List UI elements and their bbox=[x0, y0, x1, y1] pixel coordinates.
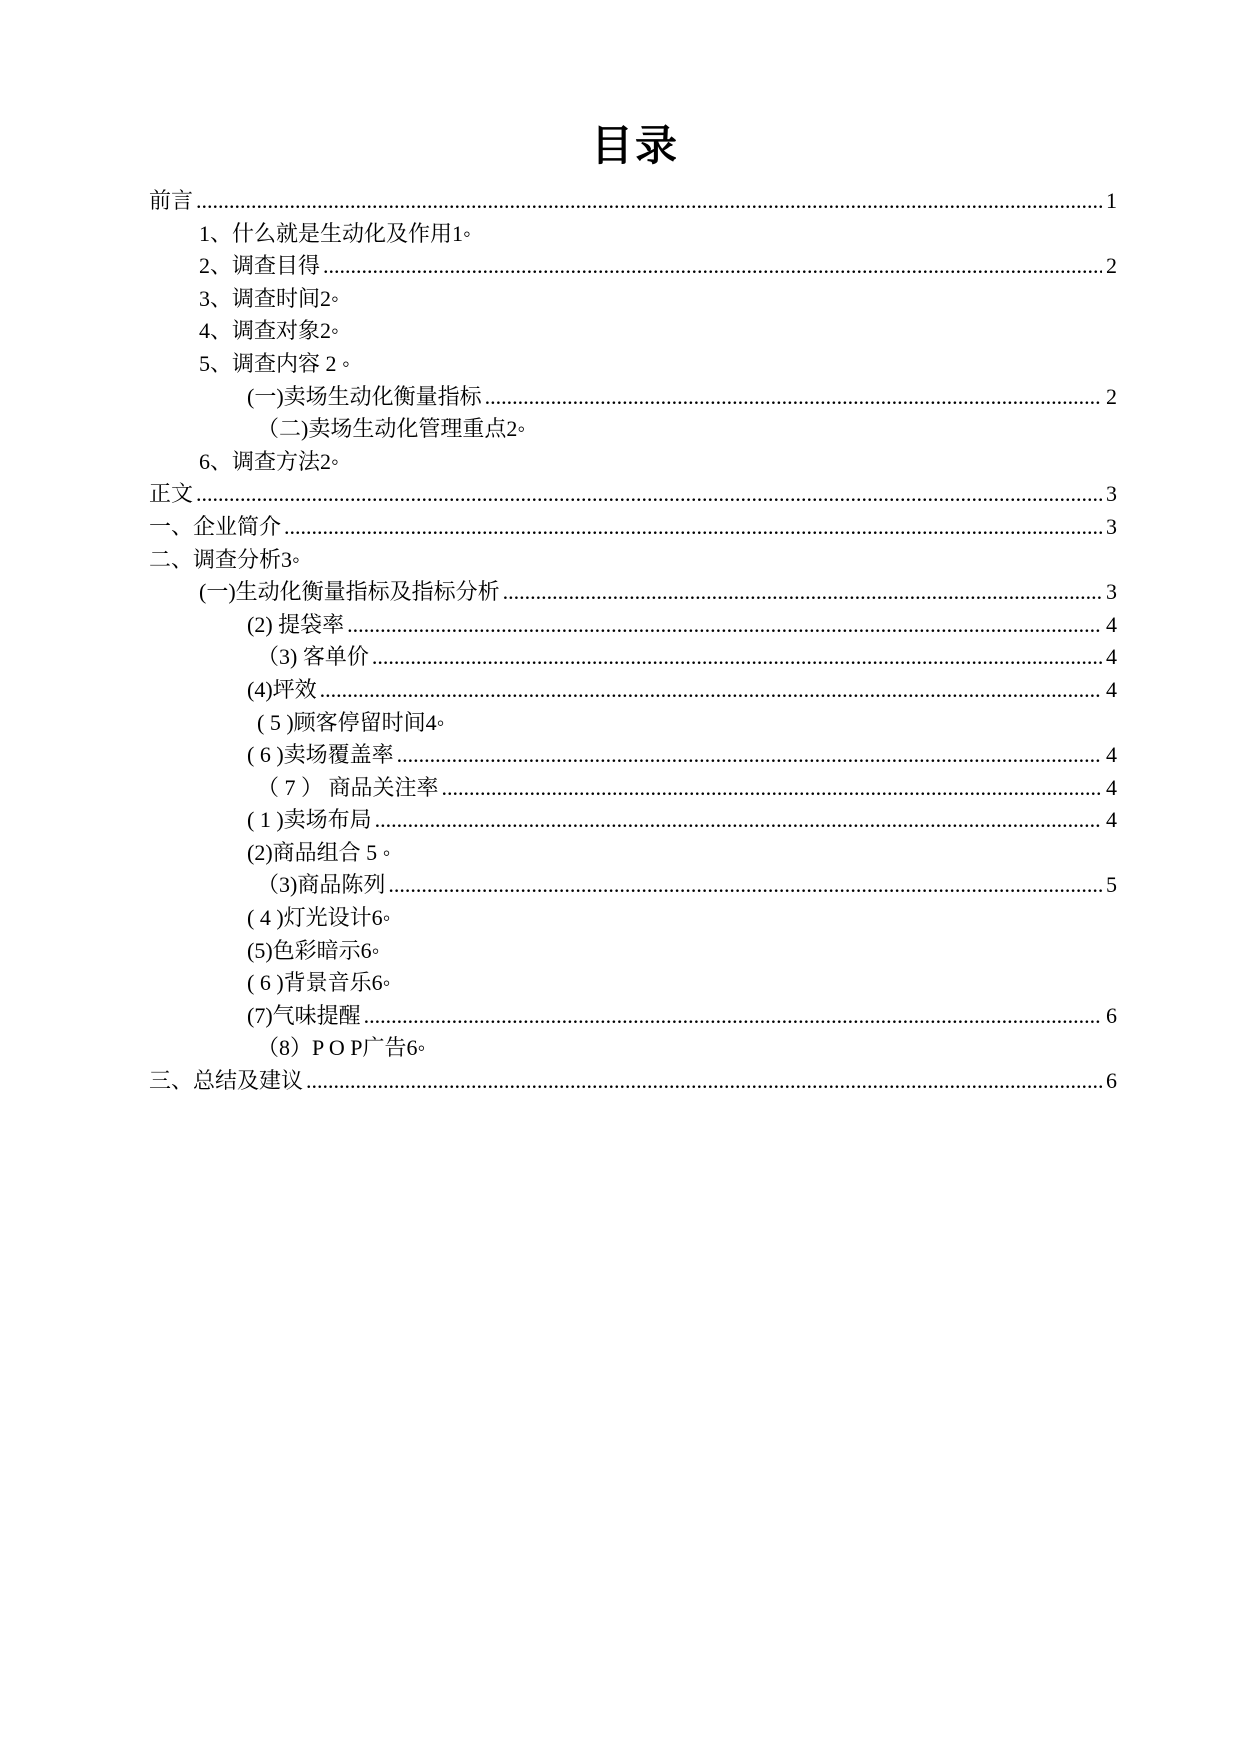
toc-page-number: 4 bbox=[1106, 676, 1117, 702]
toc-entry-text: （8）P O P广告6◦ bbox=[257, 1035, 426, 1061]
toc-leader-dots bbox=[503, 576, 1102, 609]
toc-page-number: 3 bbox=[1106, 579, 1117, 605]
toc-entry-text: 4、调查对象2◦ bbox=[199, 318, 339, 344]
toc-entry[interactable] bbox=[149, 641, 1117, 674]
toc-entry[interactable] bbox=[149, 218, 1117, 251]
toc-entry-text: 2、调查目得 bbox=[199, 253, 321, 279]
toc-page-number: 4 bbox=[1106, 807, 1117, 833]
toc-leader-dots bbox=[306, 1065, 1102, 1098]
toc-entry-text: (一)卖场生动化衡量指标 bbox=[247, 383, 482, 409]
toc-entry-text: ( 5 )顾客停留时间4◦ bbox=[257, 709, 445, 735]
toc-entry-text: 1、什么就是生动化及作用1◦ bbox=[199, 220, 471, 246]
toc-entry-text: ( 6 )背景音乐6◦ bbox=[247, 970, 391, 996]
toc-entry[interactable] bbox=[149, 869, 1117, 902]
toc-entry[interactable] bbox=[149, 544, 1117, 577]
toc-entry[interactable] bbox=[149, 674, 1117, 707]
toc-page-number: 4 bbox=[1106, 644, 1117, 670]
toc-leader-dots bbox=[442, 772, 1102, 805]
table-of-contents bbox=[149, 185, 1117, 1098]
toc-entry-text: 三、总结及建议 bbox=[149, 1068, 304, 1094]
toc-entry[interactable] bbox=[149, 609, 1117, 642]
toc-leader-dots bbox=[485, 381, 1102, 414]
toc-entry[interactable] bbox=[149, 935, 1117, 968]
toc-entry[interactable] bbox=[149, 348, 1117, 381]
toc-leader-dots bbox=[284, 511, 1102, 544]
toc-title: 目录 bbox=[590, 121, 679, 170]
toc-entry[interactable] bbox=[149, 315, 1117, 348]
toc-entry-text: （3) 客单价 bbox=[257, 644, 369, 670]
toc-page-number: 6 bbox=[1106, 1002, 1117, 1028]
toc-entry[interactable] bbox=[149, 837, 1117, 870]
toc-leader-dots bbox=[375, 804, 1102, 837]
toc-entry-text: (7)气味提醒 bbox=[247, 1002, 361, 1028]
toc-entry-text: 5、调查内容 2 ◦ bbox=[199, 350, 350, 376]
toc-entry-text: (2)商品组合 5 ◦ bbox=[247, 839, 391, 865]
toc-leader-dots bbox=[196, 478, 1102, 511]
toc-page-number: 4 bbox=[1106, 611, 1117, 637]
toc-entry[interactable] bbox=[149, 739, 1117, 772]
toc-entry[interactable] bbox=[149, 707, 1117, 740]
toc-page-number: 3 bbox=[1106, 513, 1117, 539]
toc-entry[interactable] bbox=[149, 250, 1117, 283]
toc-entry-text: （3)商品陈列 bbox=[257, 872, 386, 898]
toc-leader-dots bbox=[364, 1000, 1102, 1033]
toc-page-number: 4 bbox=[1106, 742, 1117, 768]
toc-page-number: 6 bbox=[1106, 1068, 1117, 1094]
toc-entry-text: 正文 bbox=[149, 481, 194, 507]
toc-page-number: 4 bbox=[1106, 774, 1117, 800]
toc-entry[interactable] bbox=[149, 967, 1117, 1000]
toc-entry-text: （二)卖场生动化管理重点2◦ bbox=[257, 416, 526, 442]
toc-entry[interactable] bbox=[149, 1000, 1117, 1033]
toc-leader-dots bbox=[372, 641, 1102, 674]
toc-entry-text: (一)生动化衡量指标及指标分析 bbox=[199, 579, 500, 605]
toc-entry-text: （ 7 ） 商品关注率 bbox=[257, 774, 439, 800]
toc-entry-text: (5)色彩暗示6◦ bbox=[247, 937, 380, 963]
toc-entry[interactable] bbox=[149, 283, 1117, 316]
toc-entry[interactable] bbox=[149, 446, 1117, 479]
toc-entry[interactable] bbox=[149, 804, 1117, 837]
toc-entry[interactable] bbox=[149, 413, 1117, 446]
toc-entry[interactable] bbox=[149, 478, 1117, 511]
toc-entry[interactable] bbox=[149, 772, 1117, 805]
toc-entry-text: ( 1 )卖场布局 bbox=[247, 807, 372, 833]
toc-entry-text: (4)坪效 bbox=[247, 676, 317, 702]
toc-entry[interactable] bbox=[149, 576, 1117, 609]
toc-entry-text: 二、调查分析3◦ bbox=[149, 546, 300, 572]
toc-page-number: 1 bbox=[1106, 188, 1117, 213]
toc-entry[interactable] bbox=[149, 1032, 1117, 1065]
toc-entry-text: ( 6 )卖场覆盖率 bbox=[247, 742, 394, 768]
toc-page-number: 5 bbox=[1106, 872, 1117, 898]
toc-leader-dots bbox=[397, 739, 1102, 772]
toc-leader-dots bbox=[347, 609, 1102, 642]
toc-leader-dots bbox=[196, 185, 1102, 218]
toc-entry[interactable] bbox=[149, 902, 1117, 935]
toc-entry[interactable] bbox=[149, 1065, 1117, 1098]
toc-entry-text: 前言 bbox=[149, 188, 194, 213]
toc-leader-dots bbox=[320, 674, 1102, 707]
toc-leader-dots bbox=[388, 869, 1102, 902]
toc-entry[interactable] bbox=[149, 511, 1117, 544]
toc-leader-dots bbox=[323, 250, 1102, 283]
toc-entry[interactable] bbox=[149, 381, 1117, 414]
toc-entry-text: ( 4 )灯光设计6◦ bbox=[247, 905, 391, 931]
toc-entry-text: 6、调查方法2◦ bbox=[199, 448, 339, 474]
toc-entry-text: (2) 提袋率 bbox=[247, 611, 345, 637]
toc-page-number: 3 bbox=[1106, 481, 1117, 507]
toc-entry-text: 一、企业简介 bbox=[149, 513, 282, 539]
toc-page-number: 2 bbox=[1106, 253, 1117, 279]
toc-entry[interactable] bbox=[149, 185, 1117, 218]
toc-page-number: 2 bbox=[1106, 383, 1117, 409]
toc-entry-text: 3、调查时间2◦ bbox=[199, 285, 339, 311]
